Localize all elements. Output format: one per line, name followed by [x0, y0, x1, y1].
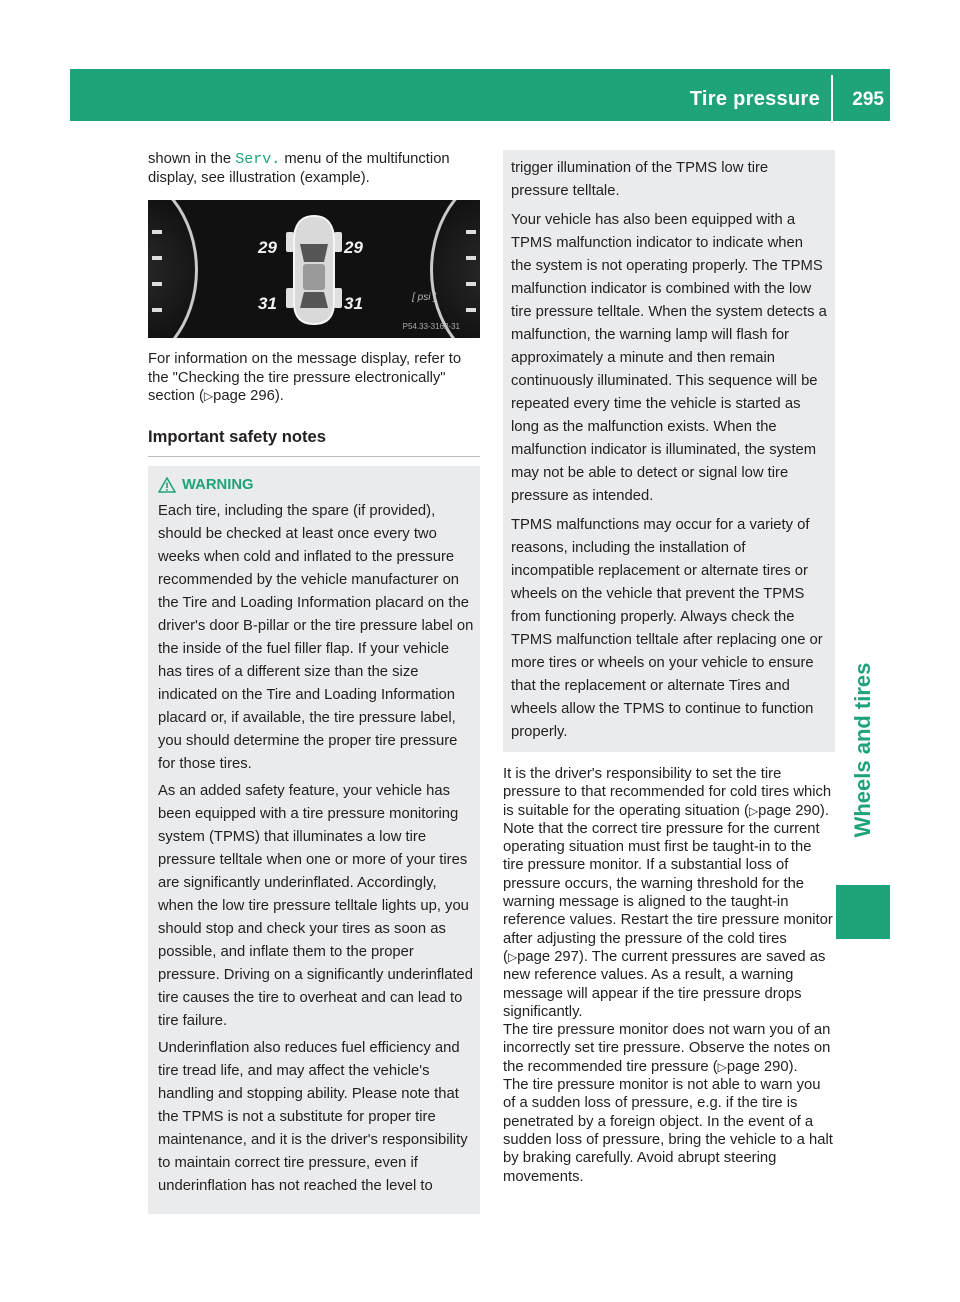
body-text: ). Note that the correct tire pressure for the current operating situation must first be taught-in to the tire pressure monitor. If a substantial loss of pressure occurs, the warning threshold for the warning message is aligned to the taught-in reference values. Restart the tire pressure monitor after adjusting the pressure of the cold tires ( [503, 802, 833, 965]
tpms-display-illustration [148, 200, 480, 338]
warning-box [148, 466, 480, 1214]
gauge-tick [152, 308, 162, 312]
page-reference-link[interactable]: page 296 [213, 387, 275, 404]
reference-text-end: ). [274, 387, 284, 404]
warning-paragraph: As an added safety feature, your vehicle has been equipped with a tire pressure monitoring system (TPMS) that illuminates a low tire pressure telltale when one or more of your tires are significantly underinflated. Accordingly, when the low tire pressure telltale lights up, you should stop and check your tires as soon as possible, and inflate them to the proper pressure. Driving on a significantly underinflated tire causes the tire to overheat and can lead to tire failure. [158, 783, 474, 1030]
section-tab-label: Wheels and tires [850, 662, 875, 838]
message-display-reference [148, 350, 480, 405]
body-text: It is the driver's responsibility to set the tire pressure to that recommended for cold tires which is suitable for the operating situation ( [503, 766, 832, 819]
gauge-tick [152, 230, 162, 234]
warning-triangle-icon [158, 477, 176, 493]
serv-menu-code: Serv. [235, 151, 281, 168]
right-column [503, 150, 835, 1186]
intro-paragraph [148, 150, 480, 187]
page-arrow-icon: ▷ [203, 388, 214, 403]
body-paragraph: The tire pressure monitor is not able to warn you of a sudden loss of pressure, e.g. if the tire is penetrated by a foreign object. In the event of a sudden loss of pressure, bring the vehicle to a halt by braking carefully. Avoid abrupt steering movements. [503, 1077, 833, 1185]
right-gauge [430, 200, 480, 338]
warning-paragraph: Each tire, including the spare (if provided), should be checked at least once every two weeks when cold and inflated to the pressure recommended by the vehicle manufacturer on the Tire and Loading Information placard on the driver's door B-pillar or the tire pressure label on the inside of the fuel filler flap. If your vehicle has tires of a different size than the size indicated on the Tire and Loading Information placard or, if available, the tire pressure label, you should determine the proper tire pressure for those tires. [158, 503, 474, 773]
intro-suffix: menu of the multifunction display, see illustration (example). [148, 151, 450, 187]
intro-prefix: shown in the [148, 151, 236, 167]
reference-text: For information on the message display, refer to the "Checking the tire pressure electronically" section ( [148, 351, 462, 404]
front-right-pressure: 29 [344, 238, 363, 258]
gauge-tick [152, 282, 162, 286]
warning-paragraph: Your vehicle has also been equipped with a TPMS malfunction indicator to indicate when the system is not operating properly. The TPMS malfunction indicator is combined with the low tire pressure telltale. When the system detects a malfunction, the warning lamp will flash for approximately a minute and then remain continuously illuminated. This sequence will be repeated every time the vehicle is started as long as the malfunction exists. When the malfunction indicator is illuminated, the system may not be able to detect or signal low tire pressure as intended. [511, 212, 827, 504]
gauge-tick [466, 308, 476, 312]
body-text: ). The current pressures are saved as new reference values. As a result, a warning message will appear if the tire pressure drops significantly. [503, 948, 826, 1020]
header-divider [831, 75, 833, 121]
car-top-view-icon [284, 214, 344, 326]
body-paragraph [503, 765, 835, 1021]
gauge-tick [152, 256, 162, 260]
warning-continuation-box [503, 150, 835, 752]
front-left-pressure: 29 [258, 238, 277, 258]
warning-paragraph: Underinflation also reduces fuel efficiency and tire tread life, and may affect the vehicle's handling and stopping ability. Please note that the TPMS is not a substitute for proper tire maintenance, and it is the driver's responsibility to maintain correct tire pressure, even if underinflation has not reached the level to [158, 1040, 468, 1195]
page-reference-link[interactable]: page 297 [517, 948, 579, 965]
page-title: Tire pressure [689, 88, 820, 110]
pressure-unit: [ psi ] [412, 292, 436, 304]
rear-right-pressure: 31 [344, 294, 363, 314]
warning-label: WARNING [182, 477, 254, 494]
body-paragraph [503, 1021, 835, 1076]
body-text: ). [788, 1058, 798, 1075]
page-reference-link[interactable]: page 290 [726, 1058, 789, 1075]
warning-paragraph: TPMS malfunctions may occur for a variety of reasons, including the installation of incompatible replacement or alternate tires or wheels on the vehicle that prevent the TPMS from functioning properly. Always check the TPMS malfunction telltale after replacing one or more tires or wheels on your vehicle to ensure that the replacement or alternate Tires and wheels allow the TPMS to continue to function properly. [511, 517, 823, 740]
page-number: 295 [852, 89, 884, 110]
page-reference-link[interactable]: page 290 [758, 802, 820, 819]
page-arrow-icon: ▷ [717, 1059, 727, 1074]
left-column [148, 150, 480, 1214]
header-bar [70, 69, 890, 121]
gauge-tick [466, 256, 476, 260]
section-heading: Important safety notes [148, 427, 480, 457]
section-marker [836, 885, 890, 939]
gauge-tick [466, 230, 476, 234]
body-text: The tire pressure monitor does not warn you of an incorrectly set tire pressure. Observe the notes on the recommended tire pressure ( [503, 1022, 831, 1075]
warning-paragraph: trigger illumination of the TPMS low tire pressure telltale. [511, 160, 769, 199]
section-tab [836, 630, 890, 870]
page-arrow-icon: ▷ [507, 949, 518, 964]
warning-title [158, 476, 474, 494]
left-gauge [148, 200, 198, 338]
rear-left-pressure: 31 [258, 294, 277, 314]
gauge-tick [466, 282, 476, 286]
figure-code: P54.33-3162-31 [402, 322, 460, 332]
page-arrow-icon: ▷ [748, 803, 759, 818]
